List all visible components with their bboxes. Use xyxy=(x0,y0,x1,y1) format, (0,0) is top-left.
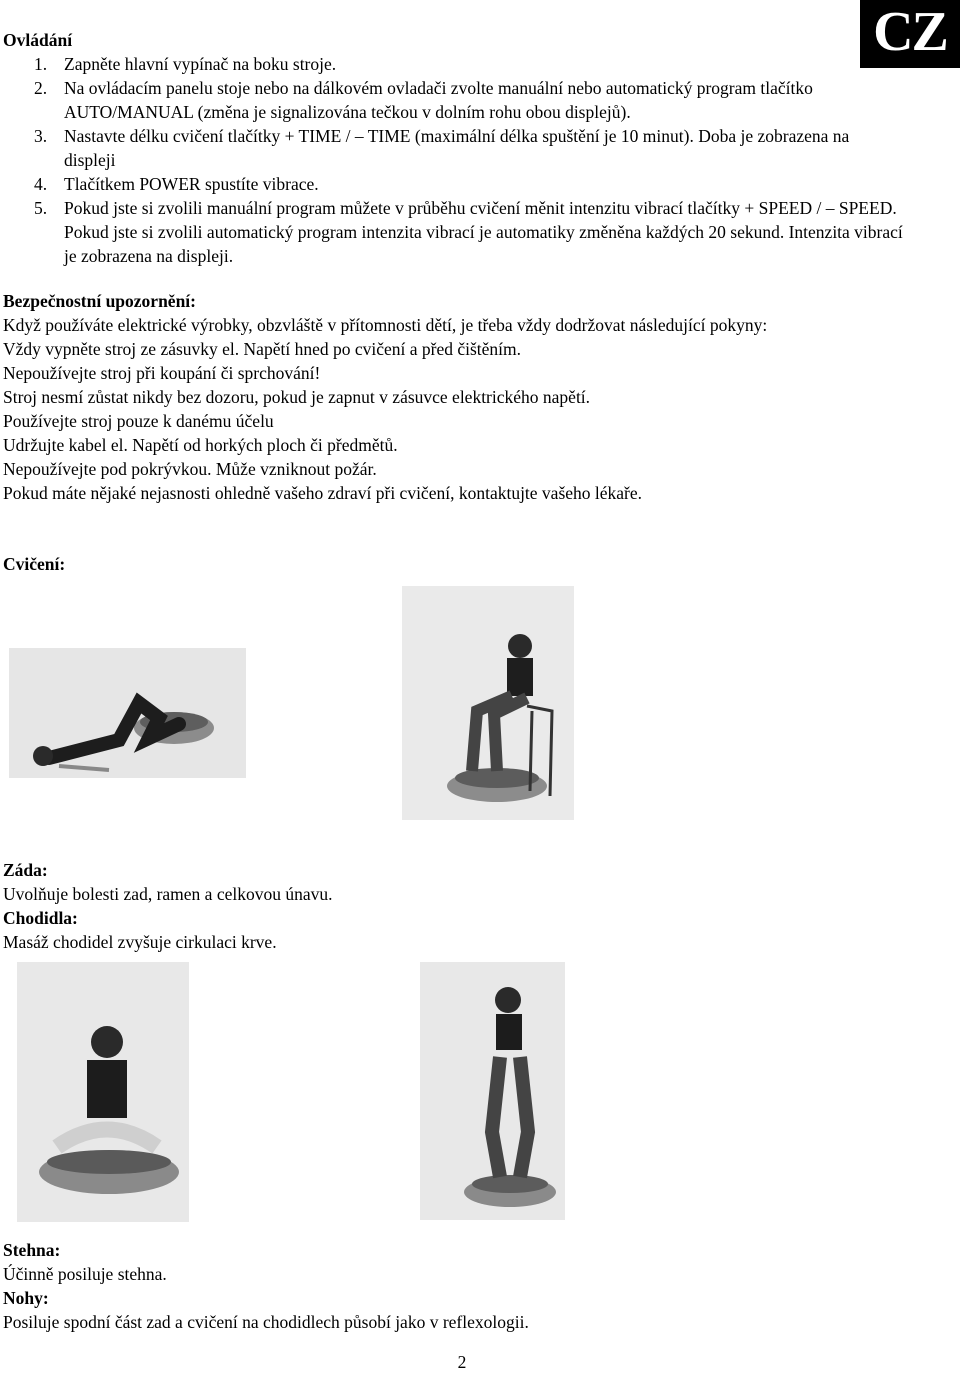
step-item: 5. Pokud jste si zvolili manuální program můžete v průběhu cvičení měnit intenzitu vibrací tlačítky + SPEED / – SPEED. Pokud jste si zvolili automatický program intenzita vibrací je automatiky změněna každých 20 sekund. Intenzita vibrací je zobrazena na displeji. xyxy=(34,198,903,266)
thigh-exercise-photo xyxy=(17,962,189,1222)
page-number: 2 xyxy=(457,1352,467,1372)
safety-heading: Bezpečnostní upozornění: xyxy=(3,291,196,311)
safety-line: Když používáte elektrické výrobky, obzvláště v přítomnosti dětí, je třeba vždy dodržovat následující pokyny: xyxy=(3,315,768,335)
safety-line: Udržujte kabel el. Napětí od horkých ploch či předmětů. xyxy=(3,435,398,455)
step-item: 1. Zapněte hlavní vypínač na boku stroje. xyxy=(34,54,337,74)
section-safety xyxy=(3,289,783,505)
thighs-heading: Stehna: xyxy=(3,1240,61,1260)
language-badge: CZ xyxy=(860,0,960,68)
feet-exercise-photo xyxy=(402,586,574,820)
safety-line: Nepoužívejte stroj při koupání či sprchování! xyxy=(3,363,321,383)
safety-line: Nepoužívejte pod pokrývkou. Může vzniknout požár. xyxy=(3,459,377,479)
back-exercise-photo xyxy=(9,648,246,778)
section-back-feet xyxy=(3,858,703,954)
exercise-heading: Cvičení: xyxy=(3,554,66,574)
feet-heading: Chodidla: xyxy=(3,908,78,928)
step-item: 2. Na ovládacím panelu stoje nebo na dálkovém ovladači zvolte manuální nebo automatický program tlačítko AUTO/MANUAL (změna je signalizována tečkou v dolním rohu obou displejů). xyxy=(34,78,813,122)
back-text: Uvolňuje bolesti zad, ramen a celkovou únavu. xyxy=(3,884,333,904)
section-thighs-legs xyxy=(3,1238,803,1334)
section-controls xyxy=(3,28,903,268)
step-item: 4. Tlačítkem POWER spustíte vibrace. xyxy=(34,174,319,194)
safety-line: Pokud máte nějaké nejasnosti ohledně vašeho zdraví při cvičení, kontaktujte vašeho lékaře. xyxy=(3,483,643,503)
thighs-text: Účinně posiluje stehna. xyxy=(3,1264,167,1284)
back-heading: Záda: xyxy=(3,860,48,880)
legs-exercise-photo xyxy=(420,962,565,1220)
legs-text: Posiluje spodní část zad a cvičení na chodidlech působí jako v reflexologii. xyxy=(3,1312,529,1332)
controls-heading: Ovládání xyxy=(3,30,73,50)
step-item: 3. Nastavte délku cvičení tlačítky + TIME / – TIME (maximální délka spuštění je 10 minut). Doba je zobrazena na displeji xyxy=(34,126,850,170)
safety-line: Stroj nesmí zůstat nikdy bez dozoru, pokud je zapnut v zásuvce elektrického napětí. xyxy=(3,387,591,407)
safety-line: Používejte stroj pouze k danému účelu xyxy=(3,411,274,431)
safety-line: Vždy vypněte stroj ze zásuvky el. Napětí hned po cvičení a před čištěním. xyxy=(3,339,522,359)
controls-steps xyxy=(3,52,903,268)
feet-text: Masáž chodidel zvyšuje cirkulaci krve. xyxy=(3,932,277,952)
legs-heading: Nohy: xyxy=(3,1288,49,1308)
